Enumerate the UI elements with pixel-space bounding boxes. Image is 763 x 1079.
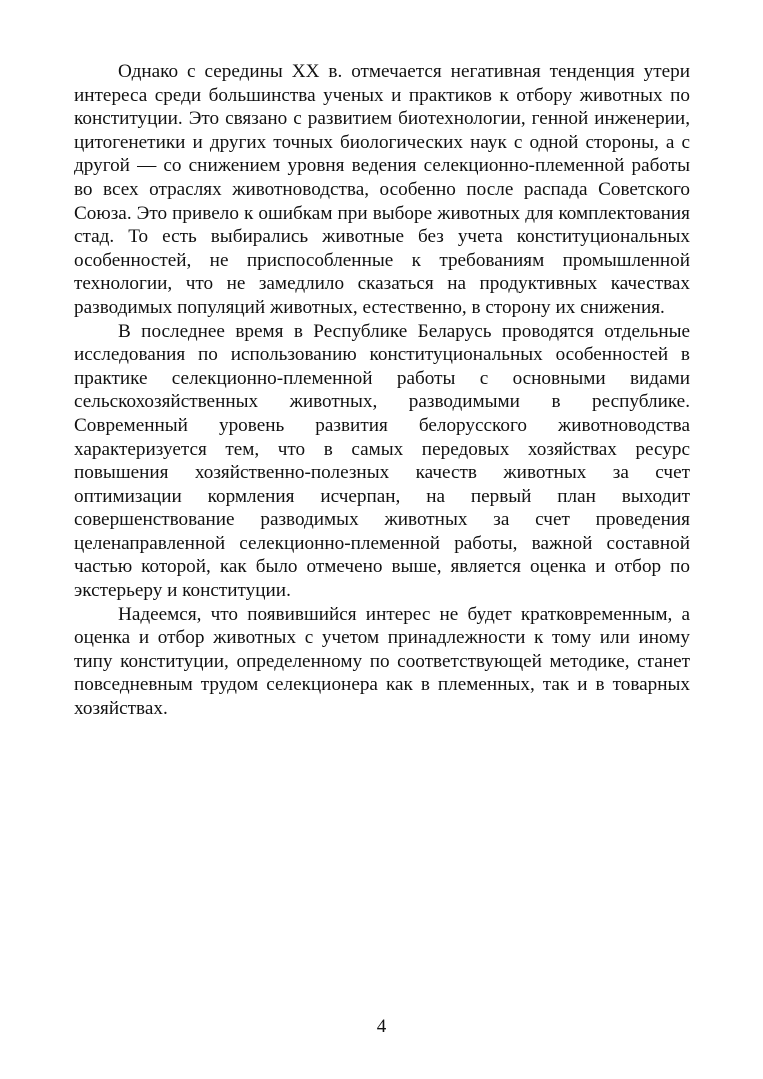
- body-text: [74, 60, 690, 721]
- page-number: 4: [376, 1016, 387, 1037]
- paragraph-1: Однако с середины XX в. отмечается негативная тенденция утери интереса среди большинства ученых и практиков к отбору животных по конституции. Это связано с развитием биотехнологии, генной инженерии, цитогенетики и других точных биологических наук с одной стороны, а с другой — со снижением уровня ведения селекционно-племенной работы во всех отраслях животноводства, особенно после распада Советского Союза. Это привело к ошибкам при выборе животных для комплектования стад. То есть выбирались животные без учета конституциональных особенностей, не приспособленные к требованиям промышленной технологии, что не замедлило сказаться на продуктивных качествах разводимых популяций животных, естественно, в сторону их снижения.: [74, 61, 690, 318]
- paragraph-3: Надеемся, что появившийся интерес не будет кратковременным, а оценка и отбор животных с учетом принадлежности к тому или иному типу конституции, определенному по соответствующей методике, станет повседневным трудом селекционера как в племенных, так и в товарных хозяйствах.: [74, 603, 690, 720]
- paragraph-2: В последнее время в Республике Беларусь проводятся отдельные исследования по использованию конституциональных особенностей в практике селекционно-племенной работы с основными видами сельскохозяйственных животных, разводимыми в республике. Современный уровень развития белорусского животноводства характеризуется тем, что в самых передовых хозяйствах ресурс повышения хозяйственно-полезных качеств животных за счет оптимизации кормления исчерпан, на первый план выходит совершенствование разводимых животных за счет проведения целенаправленной селекционно-племенной работы, важной составной частью которой, как было отмечено выше, является оценка и отбор по экстерьеру и конституции.: [74, 320, 690, 602]
